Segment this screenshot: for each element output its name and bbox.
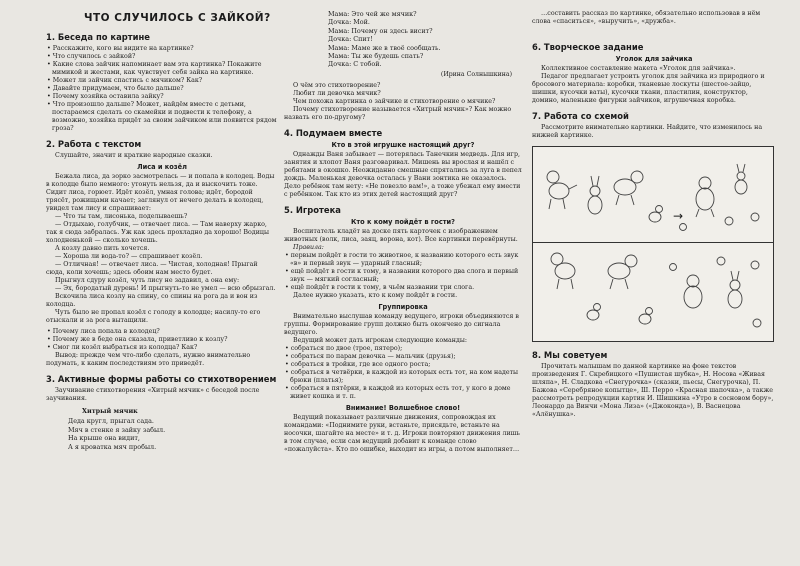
poem-line: Мама: Почему он здесь висит? bbox=[328, 26, 433, 35]
game-1-intro: Воспитатель кладёт на доске пять карточек с изображением животных (волк, лиса, заяц, ворона, кот). Все картинки перевёрнуты. bbox=[284, 227, 518, 243]
list-item: • первым пойдёт в гости то животное, к названию которого есть звук «в» и первый звук — ударный гласный; bbox=[284, 252, 522, 268]
list-item: • Что случилось с зайкой? bbox=[46, 53, 278, 61]
poem-continuation bbox=[328, 10, 522, 69]
animal-sketches bbox=[533, 147, 773, 341]
section-8-text: Прочитать малышам по данной картинке на фоне текстов произведения Г. Скребицкого «Пушистая шубка», Н. Носова «Живая шляпа», Н. Сладкова «Снегурочка» (сказки, пьесы, Снегурочка), П. Бажова «Серебряное копытце», Ш. Перро «Красная шапочка», а также рассмотреть репродукции картин И. Шишкина «Утро в сосновом бору», Леонардо да Винчи «Мона Лиза» («Джоконда»), В. Васнецова «Алёнушка». bbox=[532, 363, 774, 418]
game-3-text: Ведущий показывает различные движения, сопровождая их командами: «Поднимите руки, встаньте, присядьте, встаньте на носочки, шагайте на месте» и т. д. Игроки повторяют движения лишь в том случае, если сам ведущий добавит к команде слово «пожалуйста». Кто по ошибке, выходит из игры, а потом выполняет… bbox=[284, 413, 520, 453]
poem-line: Мама: Ты же будешь спать? bbox=[328, 52, 424, 61]
section-5-heading: 5. Игротека bbox=[284, 204, 341, 215]
section-6-subtitle: Уголок для зайчика bbox=[615, 55, 693, 63]
scheme-picture-grid bbox=[532, 146, 774, 342]
list-item: • Какие слова зайчик напоминает вам эта картинка? Покажите мимикой и жестами, как чувствует себя зайка на картинке. bbox=[46, 61, 278, 77]
section-1-questions bbox=[46, 45, 278, 133]
poem-author: (Ирина Солнышкина) bbox=[440, 70, 512, 78]
game-1-title: Кто к кому пойдёт в гости? bbox=[350, 217, 456, 226]
list-item: • Давайте придумаем, что было дальше? bbox=[46, 85, 278, 93]
poem bbox=[68, 407, 278, 451]
poem-line: Дочка: Спит! bbox=[328, 35, 373, 44]
story-paragraph: — Отдыхаю, голубчик, — отвечает лиса. — Там наверху жарко, так я сюда забралась. Уж как здесь прохладно да хорошо! Водицы холодненькой — сколько хочешь. bbox=[46, 221, 269, 244]
list-item: • Почему лиса попала в колодец? bbox=[46, 328, 278, 336]
rules-label: Правила: bbox=[293, 243, 324, 251]
dog-sketch-icon bbox=[547, 171, 577, 209]
poem-question: Любит ли девочка мячик? bbox=[293, 89, 381, 97]
section-4-subtitle: Кто в этой игрушке настоящий друг? bbox=[331, 140, 475, 149]
poem-line: Мама: Маме же в твоё сообщать. bbox=[328, 43, 441, 52]
story-paragraph: Бежала лиса, да зорко засмотрелась — и попала в колодец. Воды в колодце было немного: утонуть нельзя, да и выскочить тоже. Сидит лиса, горюет. Идёт козёл, умная голова; идёт, бородой трясёт, рожищами качает; заглянул от нечего делать в колодец, увидел там лису и спрашивает: bbox=[46, 173, 275, 212]
story-conclusion: Вывод: прежде чем что-либо сделать, нужно внимательно подумать, к каким последствиям это приведёт. bbox=[46, 352, 251, 367]
rules-list bbox=[284, 252, 522, 292]
story-title: Лиса и козёл bbox=[137, 163, 187, 171]
list-item: • собраться по парам девочка — мальчик (друзья); bbox=[284, 353, 522, 361]
section-3-intro: Заучивание стихотворения «Хитрый мячик» с беседой после заучивания. bbox=[46, 387, 260, 402]
duckling-sketch-icon bbox=[587, 304, 653, 325]
section-6-heading: 6. Творческое задание bbox=[532, 42, 644, 52]
list-item: • собраться в четвёрки, в каждой из которых есть тот, на ком надеты брюки (платья); bbox=[284, 369, 522, 385]
section-3-heading: 3. Активные формы работы со стихотворением bbox=[46, 374, 277, 384]
column-right bbox=[532, 10, 776, 560]
list-item: • Расскажите, кого вы видите на картинке? bbox=[46, 45, 278, 53]
top-text: …составить рассказ по картинке, обязательно использовав в нём слова «спаситься», «выручить», «дружба». bbox=[532, 10, 761, 25]
list-item: • ещё пойдёт в гости к тому, в чьём названии три слога. bbox=[284, 284, 522, 292]
dog-sketch-icon bbox=[551, 253, 575, 289]
right-arrow-icon: → bbox=[673, 209, 684, 223]
column-middle bbox=[284, 10, 522, 560]
puppy-sketch-icon bbox=[608, 255, 637, 289]
story-paragraph: Вскочила лиса козлу на спину, со спины на рога да и вон из колодца. bbox=[46, 293, 258, 308]
duckling-sketch-icon bbox=[649, 206, 663, 223]
story-paragraph: — Отличная! — отвечает лиса. — Чистая, холодная! Прыгай сюда, коли хочешь; здесь обоим нам место будет. bbox=[46, 261, 258, 276]
section-7-heading: 7. Работа со схемой bbox=[532, 111, 629, 121]
chick-sketch-icon bbox=[680, 213, 760, 231]
commands-list bbox=[284, 345, 522, 401]
story-paragraph: Чуть было не пропал козёл с голоду в колодце; насилу-то его отыскали и за рога вытащили. bbox=[46, 309, 261, 324]
section-4-text: Однажды Ваня забывает — потерялась Танечкин медведь. Для игр, занятия и хлопот Ваня разговаривал. Мишень вы врослая и нашёл с ребятами в окошко. Неожиданно смешные спрятались за луга в пепел дождь. Маленькая девочка осталась у Вани зонтика не оказалось. Дело ребёнок там нету: «Не повезло вам!», а тоже убежал ему вмести с ребёнком. Так кто из этих детей настоящий друг? bbox=[284, 150, 522, 198]
poem-question: Чем похожа картинка о зайчике и стихотворение о мячике? bbox=[293, 97, 496, 105]
poem-line: Дочка: С тобой. bbox=[328, 60, 382, 69]
list-item: • Смог ли козёл выбраться из колодца? Как? bbox=[46, 344, 278, 352]
list-item: • Почему же в беде она сказала, приветливо к козлу? bbox=[46, 336, 278, 344]
story-paragraph: — Хороша ли вода-то? — спрашивает козёл. bbox=[55, 253, 203, 260]
dog-sitting-sketch-icon bbox=[684, 275, 702, 308]
section-2-heading: 2. Работа с текстом bbox=[46, 139, 142, 149]
list-item: • Почему хозяйка оставила зайку? bbox=[46, 93, 278, 101]
list-item: • Что произошло дальше? Может, найдём вместе с детьми, постараемся сделать со скамейки и подвести к телефону, а возможно, хозяйка придёт за своим зайчиком или появится рядом гроза? bbox=[46, 101, 278, 133]
rabbit-sketch-icon bbox=[588, 176, 602, 214]
puppy-sketch-icon bbox=[614, 171, 643, 205]
game-1-outro: Далее нужно указать, кто к кому пойдёт в гости. bbox=[293, 291, 458, 299]
list-item: • собраться в пятёрки, в каждой из которых есть тот, у кого в доме живет кошка и т. п. bbox=[284, 385, 522, 401]
poem-line: Дочка: Мой. bbox=[328, 18, 370, 27]
poem-line: Деда кругл, прыгал сада. bbox=[68, 417, 154, 426]
dog-sitting-sketch-icon bbox=[696, 177, 714, 217]
story-paragraph: — Эх, бородатый дурень! И прыгнуть-то не умел — всю обрызгал. bbox=[55, 285, 276, 292]
page-title: ЧТО СЛУЧИЛОСЬ С ЗАЙКОЙ? bbox=[84, 12, 271, 24]
section-1-heading: 1. Беседа по картине bbox=[46, 32, 150, 42]
poem-question: О чём это стихотворение? bbox=[293, 81, 381, 89]
section-4-heading: 4. Подумаем вместе bbox=[284, 127, 383, 138]
poem-line: Мама: Это чей же мячик? bbox=[328, 10, 417, 18]
section-6-text: Коллективное составление макета «Уголок для зайчика». bbox=[541, 65, 736, 72]
poem-line: А я кроватка мяч пробыл. bbox=[68, 442, 157, 451]
section-6 bbox=[532, 42, 776, 105]
story-paragraph: — Что ты там, лисонька, поделываешь? bbox=[55, 213, 188, 220]
list-item: • собраться по двое (трое, пятеро); bbox=[284, 345, 522, 353]
bunny-sketch-icon bbox=[735, 164, 747, 194]
list-item: • собраться в тройки, где все одного роста; bbox=[284, 361, 522, 369]
poem-line: Мяч в стенке я зайку забыл. bbox=[68, 425, 166, 434]
chick-sketch-icon bbox=[670, 257, 762, 327]
commands-label: Ведущий может дать игрокам следующие команды: bbox=[293, 336, 468, 344]
story-paragraph: Прыгнул сдуру козёл, чуть лису не задавил, а она ему: bbox=[55, 277, 240, 284]
game-2-text: Внимательно выслушав команду ведущего, игроки объединяются в группы. Формирование групп должно быть окончено до сигнала ведущего. bbox=[284, 312, 519, 336]
poem-title: Хитрый мячик bbox=[82, 407, 138, 415]
story-questions bbox=[46, 328, 278, 352]
poem-question: Почему стихотворение называется «Хитрый мячик»? Как можно назвать его по-другому? bbox=[284, 105, 512, 121]
section-8-heading: 8. Мы советуем bbox=[532, 350, 608, 360]
column-left bbox=[46, 10, 278, 560]
game-2-title: Группировка bbox=[378, 302, 428, 311]
list-item: • Может ли зайчик спастись с мячиком? Как? bbox=[46, 77, 278, 85]
list-item: • ещё пойдёт в гости к тому, в названии которого два слога и первый звук — мягкий согласный; bbox=[284, 268, 522, 284]
section-6-text-2: Педагог предлагает устроить уголок для зайчика из природного и бросового материала: коробки, тканевые лоскуты (шестое-зайцо, шишки, кусочки ваты), кусочки ткани, пластилин, конструктор, домино, маленькие фигурки зайчиков, игрушечная коробка. bbox=[532, 73, 765, 104]
game-3-title: Внимание! Волшебное слово! bbox=[345, 403, 461, 412]
rabbit-sketch-icon bbox=[728, 271, 742, 308]
story-paragraph: А козлу давно пить хочется. bbox=[55, 245, 150, 252]
section-7-text: Рассмотрите внимательно картинки. Найдите, что изменилось на нижней картинке. bbox=[532, 124, 763, 139]
section-2-intro: Слушайте, значит и краткие народные сказки. bbox=[55, 152, 213, 159]
poem-line: На крыше она видит, bbox=[68, 434, 140, 443]
